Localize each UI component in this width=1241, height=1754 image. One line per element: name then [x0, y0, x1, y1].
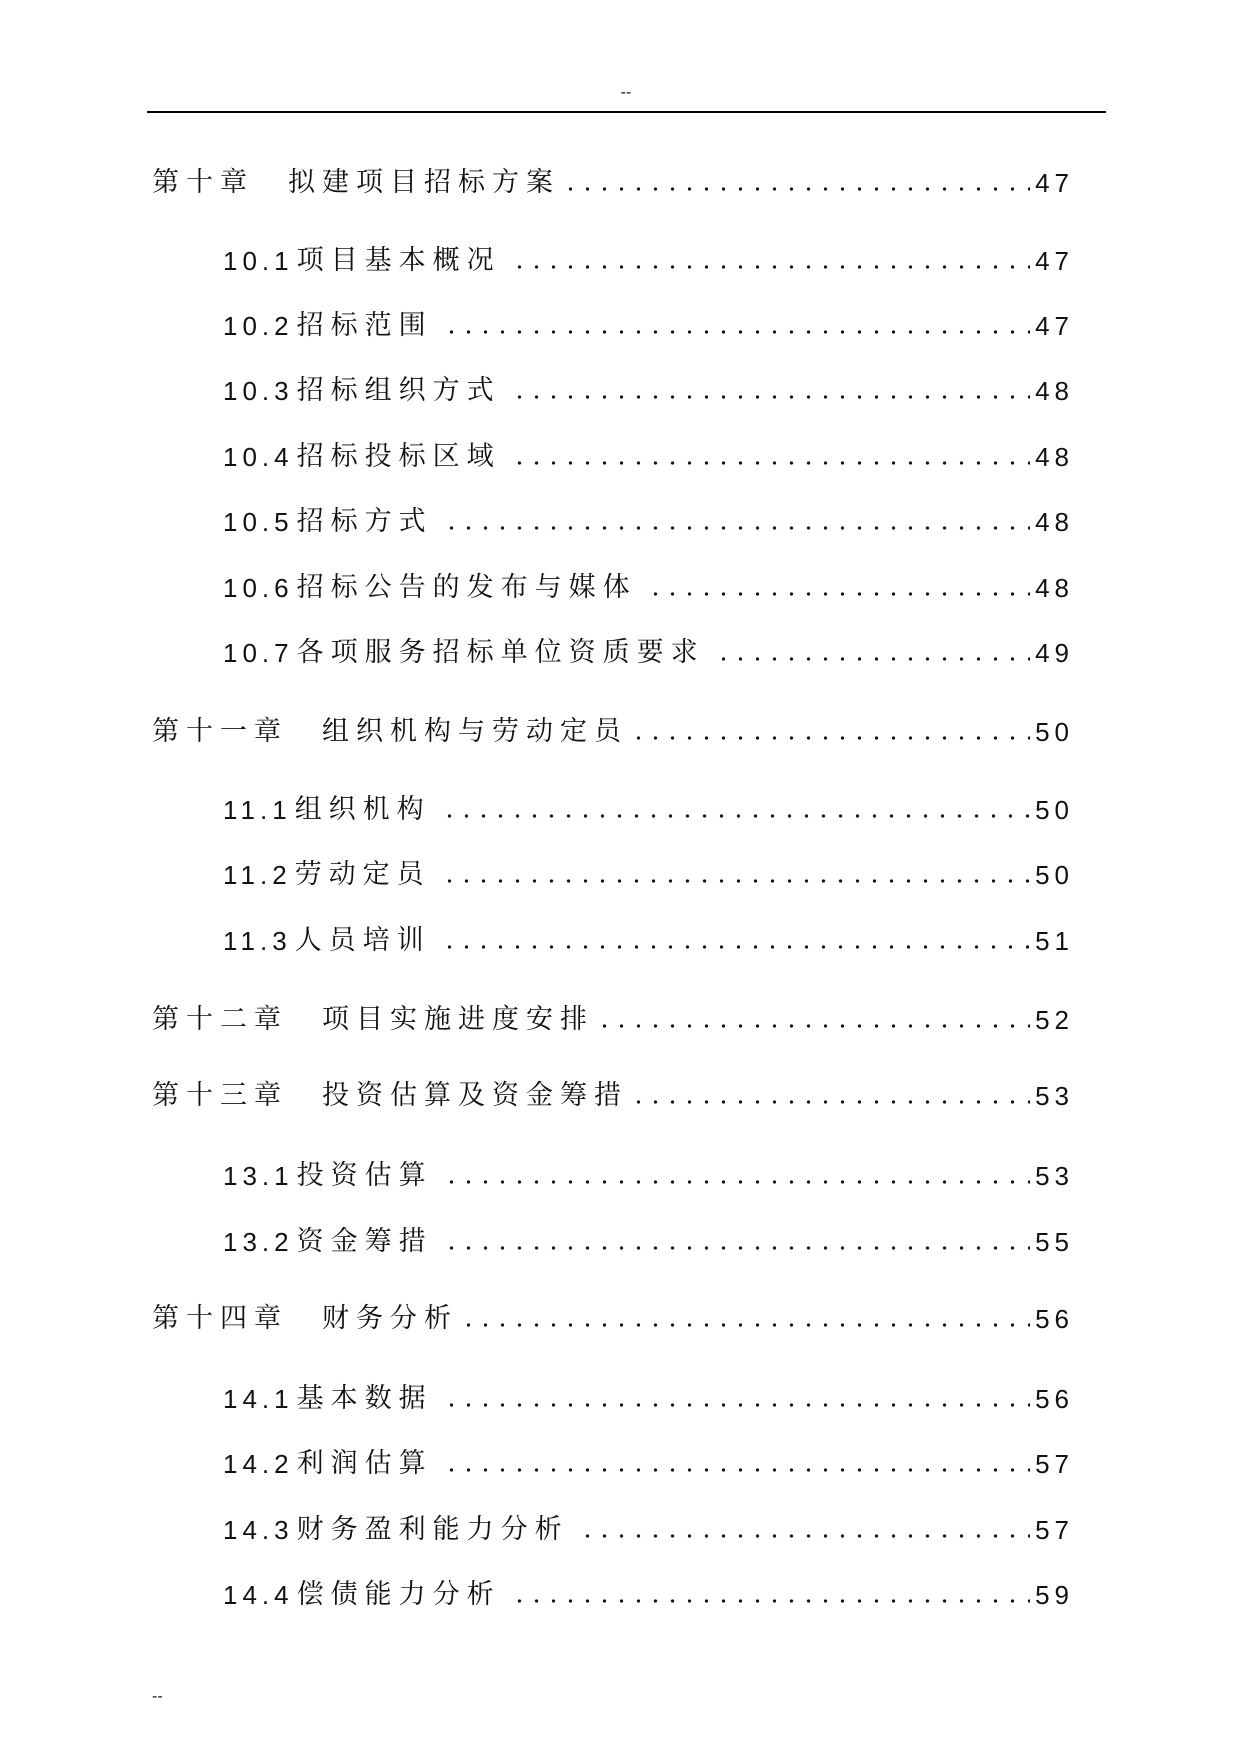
section-title: 投资估算	[296, 1160, 433, 1191]
chapter-label: 第十一章	[152, 716, 288, 747]
section-title: 资金筹措	[296, 1226, 433, 1257]
dot-leader	[443, 1467, 1030, 1473]
page-number: 53	[1035, 1161, 1074, 1191]
section-title: 各项服务招标单位资质要求	[296, 637, 705, 668]
page-number: 53	[1035, 1081, 1074, 1111]
chapter-title: 投资估算及资金筹措	[322, 1080, 628, 1111]
chapter-label: 第十三章	[152, 1080, 288, 1111]
dot-leader	[441, 813, 1030, 819]
chapter-title: 项目实施进度安排	[322, 1004, 594, 1035]
page-number: 47	[1035, 246, 1074, 276]
toc-entry-section	[223, 792, 1074, 828]
section-number: 10.5	[223, 507, 294, 537]
toc-entry-section	[223, 923, 1074, 959]
dot-leader	[511, 1598, 1030, 1604]
toc-entry-chapter	[152, 1002, 1074, 1038]
section-number: 13.2	[223, 1227, 294, 1257]
section-title: 招标投标区域	[296, 441, 501, 472]
section-number: 13.1	[223, 1161, 294, 1191]
toc-entry-section	[223, 1158, 1074, 1194]
toc-entry-section	[223, 243, 1074, 279]
toc-entry-section	[223, 635, 1074, 671]
page-number: 49	[1035, 638, 1074, 668]
header-rule	[147, 111, 1106, 113]
toc-entry-section	[223, 1446, 1074, 1482]
page-number: 56	[1035, 1304, 1074, 1334]
section-number: 10.1	[223, 246, 294, 276]
section-title: 劳动定员	[294, 859, 431, 890]
dot-leader	[511, 460, 1030, 466]
section-number: 10.7	[223, 638, 294, 668]
page-number: 55	[1035, 1227, 1074, 1257]
toc-entry-chapter	[152, 1301, 1074, 1337]
dot-leader	[443, 525, 1030, 531]
page-number: 48	[1035, 573, 1074, 603]
dot-leader	[596, 1023, 1030, 1029]
page-number: 57	[1035, 1515, 1074, 1545]
dot-leader	[511, 394, 1030, 400]
dot-leader	[443, 1245, 1030, 1251]
page-number: 50	[1035, 795, 1074, 825]
section-number: 11.2	[223, 860, 292, 890]
dot-leader	[441, 944, 1030, 950]
section-number: 10.3	[223, 376, 294, 406]
dot-leader	[441, 878, 1030, 884]
section-title: 基本数据	[296, 1383, 433, 1414]
section-number: 14.3	[223, 1515, 294, 1545]
toc-entry-section	[223, 373, 1074, 409]
section-title: 招标方式	[296, 506, 433, 537]
page-number: 56	[1035, 1384, 1074, 1414]
section-title: 招标范围	[296, 310, 433, 341]
dot-leader	[443, 1179, 1030, 1185]
toc-entry-section	[223, 1381, 1074, 1417]
section-title: 财务盈利能力分析	[296, 1514, 569, 1545]
section-number: 11.3	[223, 926, 292, 956]
section-title: 招标组织方式	[296, 375, 501, 406]
page-number: 57	[1035, 1449, 1074, 1479]
section-number: 14.1	[223, 1384, 294, 1414]
toc-entry-chapter	[152, 1078, 1074, 1114]
toc-entry-section	[223, 1577, 1074, 1613]
page-number: 52	[1035, 1005, 1074, 1035]
section-number: 11.1	[223, 795, 292, 825]
section-number: 14.4	[223, 1580, 294, 1610]
page-number: 48	[1035, 442, 1074, 472]
page-number: 47	[1035, 168, 1074, 198]
toc-entry-chapter	[152, 165, 1074, 201]
chapter-label: 第十章	[152, 167, 254, 198]
dot-leader	[647, 591, 1030, 597]
toc-entry-section	[223, 570, 1074, 606]
toc-entry-chapter	[152, 714, 1074, 750]
page-footer-mark: --	[152, 1688, 163, 1705]
page-number: 51	[1035, 926, 1074, 956]
section-title: 招标公告的发布与媒体	[296, 572, 637, 603]
section-number: 10.6	[223, 573, 294, 603]
dot-leader	[511, 264, 1030, 270]
section-number: 10.4	[223, 442, 294, 472]
toc-entry-section	[223, 308, 1074, 344]
chapter-title: 拟建项目招标方案	[288, 167, 560, 198]
chapter-label: 第十四章	[152, 1303, 288, 1334]
page-number: 50	[1035, 860, 1074, 890]
page-number: 50	[1035, 717, 1074, 747]
dot-leader	[630, 1099, 1030, 1105]
page-number: 47	[1035, 311, 1074, 341]
toc-entry-section	[223, 1512, 1074, 1548]
section-title: 偿债能力分析	[296, 1579, 501, 1610]
page-number: 59	[1035, 1580, 1074, 1610]
dot-leader	[460, 1322, 1030, 1328]
toc-entry-section	[223, 439, 1074, 475]
dot-leader	[579, 1533, 1030, 1539]
toc-entry-section	[223, 857, 1074, 893]
page-header-mark: --	[620, 84, 632, 101]
dot-leader	[443, 329, 1030, 335]
section-number: 14.2	[223, 1449, 294, 1479]
toc-entry-section	[223, 1224, 1074, 1260]
dot-leader	[630, 735, 1030, 741]
toc-entry-section	[223, 504, 1074, 540]
dot-leader	[443, 1402, 1030, 1408]
page-number: 48	[1035, 507, 1074, 537]
section-title: 组织机构	[294, 794, 431, 825]
page-number: 48	[1035, 376, 1074, 406]
section-title: 利润估算	[296, 1448, 433, 1479]
section-title: 项目基本概况	[296, 245, 501, 276]
section-title: 人员培训	[294, 925, 431, 956]
dot-leader	[562, 186, 1030, 192]
chapter-title: 组织机构与劳动定员	[322, 716, 628, 747]
chapter-label: 第十二章	[152, 1004, 288, 1035]
dot-leader	[715, 656, 1030, 662]
section-number: 10.2	[223, 311, 294, 341]
chapter-title: 财务分析	[322, 1303, 458, 1334]
